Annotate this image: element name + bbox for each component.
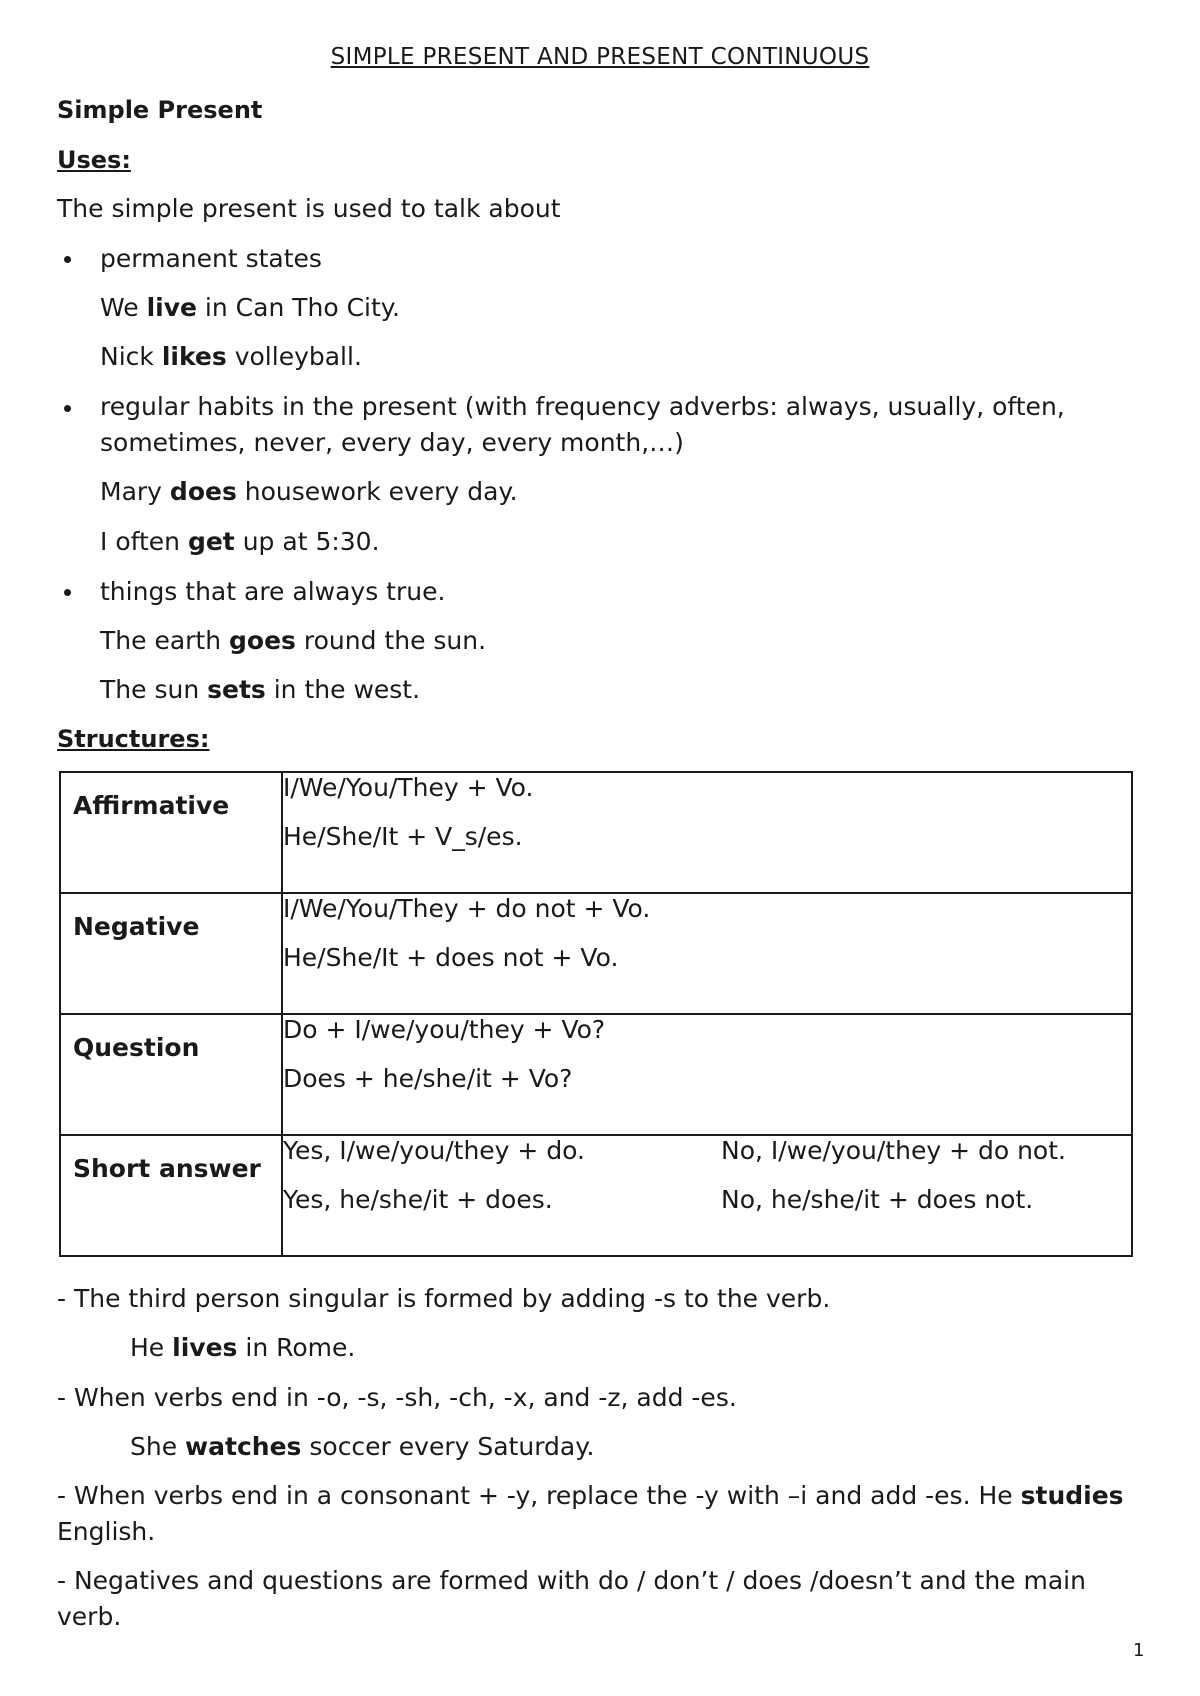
row-forms — [282, 893, 1132, 1014]
example-verb: sets — [207, 675, 266, 704]
example-sentence: Nick likes volleyball. — [100, 342, 362, 371]
table-row — [60, 1135, 1132, 1256]
row-forms — [282, 1135, 1132, 1256]
form-line: Do + I/we/you/they + Vo? — [283, 1015, 606, 1044]
uses-intro: The simple present is used to talk about — [57, 194, 561, 223]
form-line: Does + he/she/it + Vo? — [283, 1064, 573, 1093]
example-verb: goes — [229, 626, 296, 655]
short-answer-yes: Yes, I/we/you/they + do. — [283, 1136, 585, 1165]
example-verb: live — [146, 293, 197, 322]
row-label: Negative — [60, 893, 282, 1014]
table-row — [60, 1014, 1132, 1135]
rule-note-continued: verb. — [57, 1602, 122, 1631]
bullet-icon — [64, 405, 71, 412]
use-item: regular habits in the present (with frequency adverbs: always, usually, often, — [100, 392, 1065, 421]
example-sentence: I often get up at 5:30. — [100, 527, 380, 556]
example-sentence: She watches soccer every Saturday. — [130, 1432, 595, 1461]
bullet-icon — [64, 256, 71, 263]
section-heading: Simple Present — [57, 96, 263, 124]
table-row — [60, 772, 1132, 893]
short-answer-no: No, he/she/it + does not. — [721, 1185, 1034, 1214]
structures-table — [59, 771, 1133, 1257]
use-item: permanent states — [100, 244, 322, 273]
row-label: Short answer — [60, 1135, 282, 1256]
rule-note: - Negatives and questions are formed with do / don’t / does /doesn’t and the main — [57, 1566, 1086, 1595]
row-label: Affirmative — [60, 772, 282, 893]
short-answer-yes: Yes, he/she/it + does. — [283, 1185, 553, 1214]
rule-note-continued: English. — [57, 1517, 156, 1546]
form-line: He/She/It + does not + Vo. — [283, 943, 619, 972]
use-item-continued: sometimes, never, every day, every month,…) — [100, 428, 684, 457]
form-line: I/We/You/They + do not + Vo. — [283, 894, 651, 923]
table-row — [60, 893, 1132, 1014]
example-sentence: The earth goes round the sun. — [100, 626, 487, 655]
rule-note: - When verbs end in a consonant + -y, replace the -y with –i and add -es. He studies — [57, 1481, 1124, 1510]
row-forms — [282, 772, 1132, 893]
example-sentence: He lives in Rome. — [130, 1333, 356, 1362]
page-number: 1 — [1133, 1640, 1145, 1661]
example-sentence: We live in Can Tho City. — [100, 293, 400, 322]
row-forms — [282, 1014, 1132, 1135]
example-verb: studies — [1020, 1481, 1124, 1510]
example-verb: lives — [172, 1333, 238, 1362]
example-sentence: The sun sets in the west. — [100, 675, 421, 704]
structures-label: Structures: — [57, 725, 210, 753]
rule-note: - The third person singular is formed by adding -s to the verb. — [57, 1284, 831, 1313]
form-line: I/We/You/They + Vo. — [283, 773, 534, 802]
example-sentence: Mary does housework every day. — [100, 477, 518, 506]
example-verb: get — [187, 527, 235, 556]
form-line: He/She/It + V_s/es. — [283, 822, 523, 851]
use-item: things that are always true. — [100, 577, 446, 606]
example-verb: likes — [161, 342, 227, 371]
uses-label: Uses: — [57, 146, 131, 174]
bullet-icon — [64, 589, 71, 596]
short-answer-no: No, I/we/you/they + do not. — [721, 1136, 1066, 1165]
row-label: Question — [60, 1014, 282, 1135]
example-verb: watches — [185, 1432, 302, 1461]
page-title: SIMPLE PRESENT AND PRESENT CONTINUOUS — [330, 44, 870, 70]
rule-note: - When verbs end in -o, -s, -sh, -ch, -x, and -z, add -es. — [57, 1383, 737, 1412]
example-verb: does — [169, 477, 237, 506]
